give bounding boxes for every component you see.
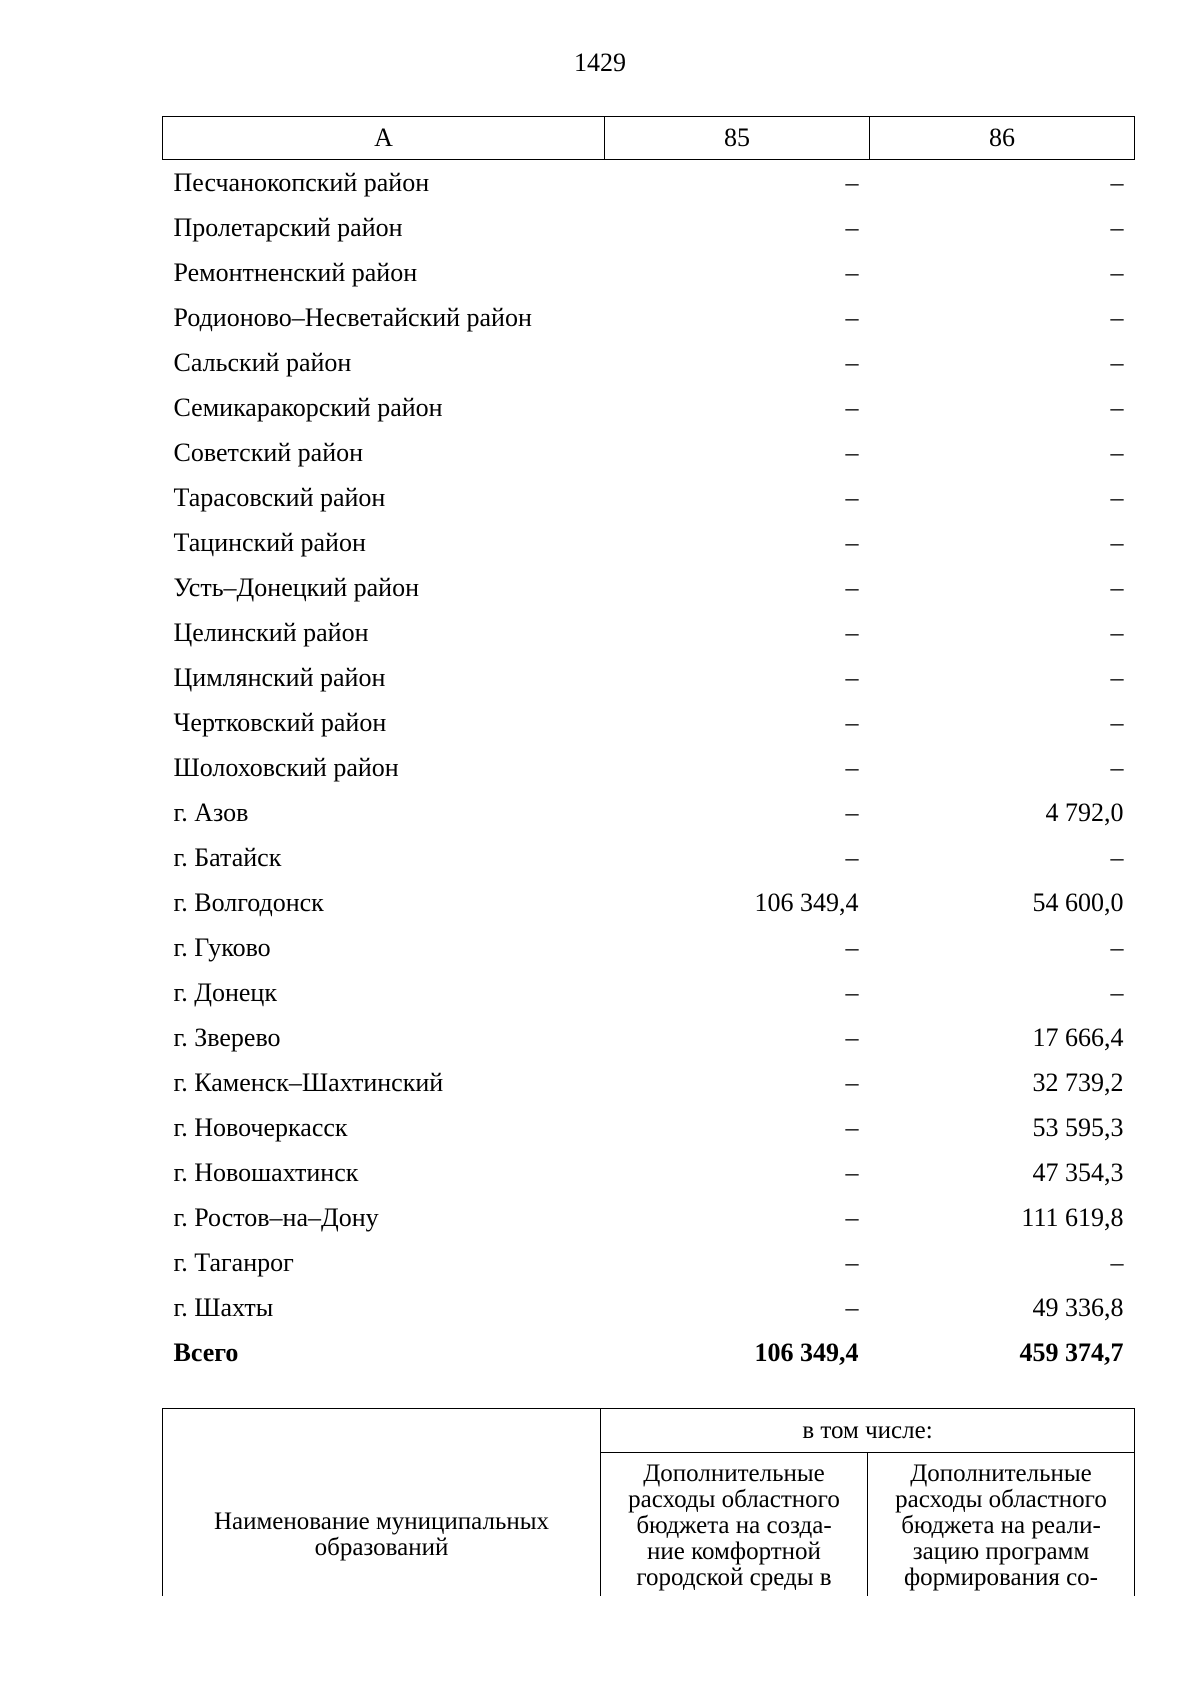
row-name: Целинский район xyxy=(173,617,369,647)
row-value-85: – xyxy=(845,347,859,377)
row-name: Тацинский район xyxy=(173,527,366,557)
row-value-85: – xyxy=(845,842,859,872)
table-body xyxy=(163,160,1135,1376)
table-row xyxy=(163,1015,1135,1060)
row-value-85: – xyxy=(845,707,859,737)
description-line: ние комфортной xyxy=(647,1538,821,1565)
description-line: городской среды в xyxy=(636,1564,832,1591)
row-value-86: – xyxy=(1110,662,1124,692)
row-name: г. Ростов–на–Дону xyxy=(173,1202,379,1232)
row-value-86: 47 354,3 xyxy=(1032,1157,1124,1187)
column-c-description xyxy=(868,1453,1135,1597)
row-value-85: – xyxy=(845,1112,859,1142)
table-row xyxy=(163,475,1135,520)
row-value-86: – xyxy=(1110,347,1124,377)
row-name: г. Батайск xyxy=(173,842,282,872)
main-table xyxy=(162,116,1135,1375)
table-row xyxy=(163,790,1135,835)
continuation-header-clip xyxy=(160,1408,1140,1596)
including-header: в том числе: xyxy=(601,1409,1135,1453)
row-value-85: – xyxy=(845,1157,859,1187)
row-name: г. Донецк xyxy=(173,977,277,1007)
row-value-85: – xyxy=(845,977,859,1007)
municipality-name-header-text: Наименование муниципальных образований xyxy=(213,1508,550,1561)
row-value-86: 53 595,3 xyxy=(1032,1112,1124,1142)
row-name: Советский район xyxy=(173,437,364,467)
description-line: Дополнительные xyxy=(643,1460,825,1487)
description-line: расходы областного xyxy=(628,1486,840,1513)
description-line: Дополнительные xyxy=(910,1460,1092,1487)
row-name: Ремонтненский район xyxy=(173,257,418,287)
table-row xyxy=(163,565,1135,610)
row-value-85: – xyxy=(845,302,859,332)
row-value-86: – xyxy=(1110,212,1124,242)
table-row xyxy=(163,700,1135,745)
row-value-86: 54 600,0 xyxy=(1032,887,1124,917)
row-value-85: – xyxy=(845,437,859,467)
row-value-85: – xyxy=(845,1247,859,1277)
table-row xyxy=(163,880,1135,925)
table-row xyxy=(163,520,1135,565)
table-row xyxy=(163,655,1135,700)
row-name: Тарасовский район xyxy=(173,482,386,512)
continuation-header-table xyxy=(162,1408,1135,1596)
row-value-85: – xyxy=(845,572,859,602)
row-value-86: – xyxy=(1110,977,1124,1007)
row-name: г. Новошахтинск xyxy=(173,1157,359,1187)
table-row xyxy=(163,1105,1135,1150)
table-row xyxy=(163,385,1135,430)
table-row xyxy=(163,1060,1135,1105)
table-row xyxy=(163,250,1135,295)
row-name: Шолоховский район xyxy=(173,752,399,782)
row-name: г. Таганрог xyxy=(173,1247,294,1277)
row-value-85: – xyxy=(845,1292,859,1322)
row-value-86: – xyxy=(1110,572,1124,602)
table-row xyxy=(163,295,1135,340)
row-value-86: – xyxy=(1110,707,1124,737)
row-value-85: – xyxy=(845,617,859,647)
row-name: Пролетарский район xyxy=(173,212,403,242)
row-value-86: 17 666,4 xyxy=(1032,1022,1124,1052)
row-name: Родионово–Несветайский район xyxy=(173,302,532,332)
row-value-86: 49 336,8 xyxy=(1032,1292,1124,1322)
row-value-85: – xyxy=(845,527,859,557)
description-line: формирования со- xyxy=(903,1564,1099,1591)
row-value-85: – xyxy=(845,1022,859,1052)
table-row xyxy=(163,1195,1135,1240)
row-value-86: – xyxy=(1110,932,1124,962)
row-value-86: – xyxy=(1110,167,1124,197)
row-name: г. Новочеркасск xyxy=(173,1112,348,1142)
row-value-85: – xyxy=(845,167,859,197)
page-number: 1429 xyxy=(574,48,626,77)
column-header-a: А xyxy=(163,117,605,160)
total-label: Всего xyxy=(173,1337,239,1367)
column-header-85: 85 xyxy=(605,117,870,160)
row-value-85: – xyxy=(845,1202,859,1232)
description-line: бюджета на созда- xyxy=(636,1512,832,1539)
row-name: г. Шахты xyxy=(173,1292,274,1322)
table-row xyxy=(163,835,1135,880)
description-line: бюджета на реали- xyxy=(901,1512,1101,1539)
table-row xyxy=(163,205,1135,250)
row-value-86: 111 619,8 xyxy=(1021,1202,1124,1232)
municipality-name-header xyxy=(163,1409,601,1597)
table-row xyxy=(163,970,1135,1015)
row-name: Усть–Донецкий район xyxy=(173,572,419,602)
row-value-86: 4 792,0 xyxy=(1045,797,1124,827)
table-row xyxy=(163,925,1135,970)
row-name: г. Каменск–Шахтинский xyxy=(173,1067,444,1097)
row-name: Чертковский район xyxy=(173,707,387,737)
description-line: зацию программ xyxy=(912,1538,1090,1565)
total-value-86: 459 374,7 xyxy=(1019,1337,1124,1367)
row-value-85: – xyxy=(845,257,859,287)
row-value-86: – xyxy=(1110,437,1124,467)
row-value-86: 32 739,2 xyxy=(1032,1067,1124,1097)
row-name: Цимлянский район xyxy=(173,662,386,692)
row-value-86: – xyxy=(1110,617,1124,647)
row-value-85: – xyxy=(845,1067,859,1097)
row-name: Семикаракорский район xyxy=(173,392,443,422)
table-row xyxy=(163,430,1135,475)
total-value-85: 106 349,4 xyxy=(754,1337,859,1367)
row-name: г. Волгодонск xyxy=(173,887,324,917)
row-value-86: – xyxy=(1110,842,1124,872)
row-value-86: – xyxy=(1110,392,1124,422)
row-name: Сальский район xyxy=(173,347,352,377)
row-value-86: – xyxy=(1110,527,1124,557)
row-value-85: – xyxy=(845,212,859,242)
row-value-85: – xyxy=(845,482,859,512)
total-row xyxy=(163,1330,1135,1375)
row-value-85: – xyxy=(845,662,859,692)
row-name: г. Зверево xyxy=(173,1022,281,1052)
table-row xyxy=(163,1240,1135,1285)
row-value-86: – xyxy=(1110,752,1124,782)
description-line: расходы областного xyxy=(895,1486,1107,1513)
row-value-85: 106 349,4 xyxy=(754,887,859,917)
header-row xyxy=(163,117,1135,160)
row-value-85: – xyxy=(845,392,859,422)
row-name: г. Гуково xyxy=(173,932,271,962)
row-name: Песчанокопский район xyxy=(173,167,430,197)
column-header-86: 86 xyxy=(870,117,1135,160)
row-value-86: – xyxy=(1110,257,1124,287)
row-value-86: – xyxy=(1110,482,1124,512)
row-name: г. Азов xyxy=(173,797,249,827)
table-row xyxy=(163,610,1135,655)
row-value-85: – xyxy=(845,752,859,782)
row-value-86: – xyxy=(1110,1247,1124,1277)
table-row xyxy=(163,1150,1135,1195)
row-value-85: – xyxy=(845,797,859,827)
table-row xyxy=(163,160,1135,206)
row-value-85: – xyxy=(845,932,859,962)
table-row xyxy=(163,1285,1135,1330)
table-row xyxy=(163,340,1135,385)
row-value-86: – xyxy=(1110,302,1124,332)
column-b-description xyxy=(601,1453,868,1597)
table-row xyxy=(163,745,1135,790)
